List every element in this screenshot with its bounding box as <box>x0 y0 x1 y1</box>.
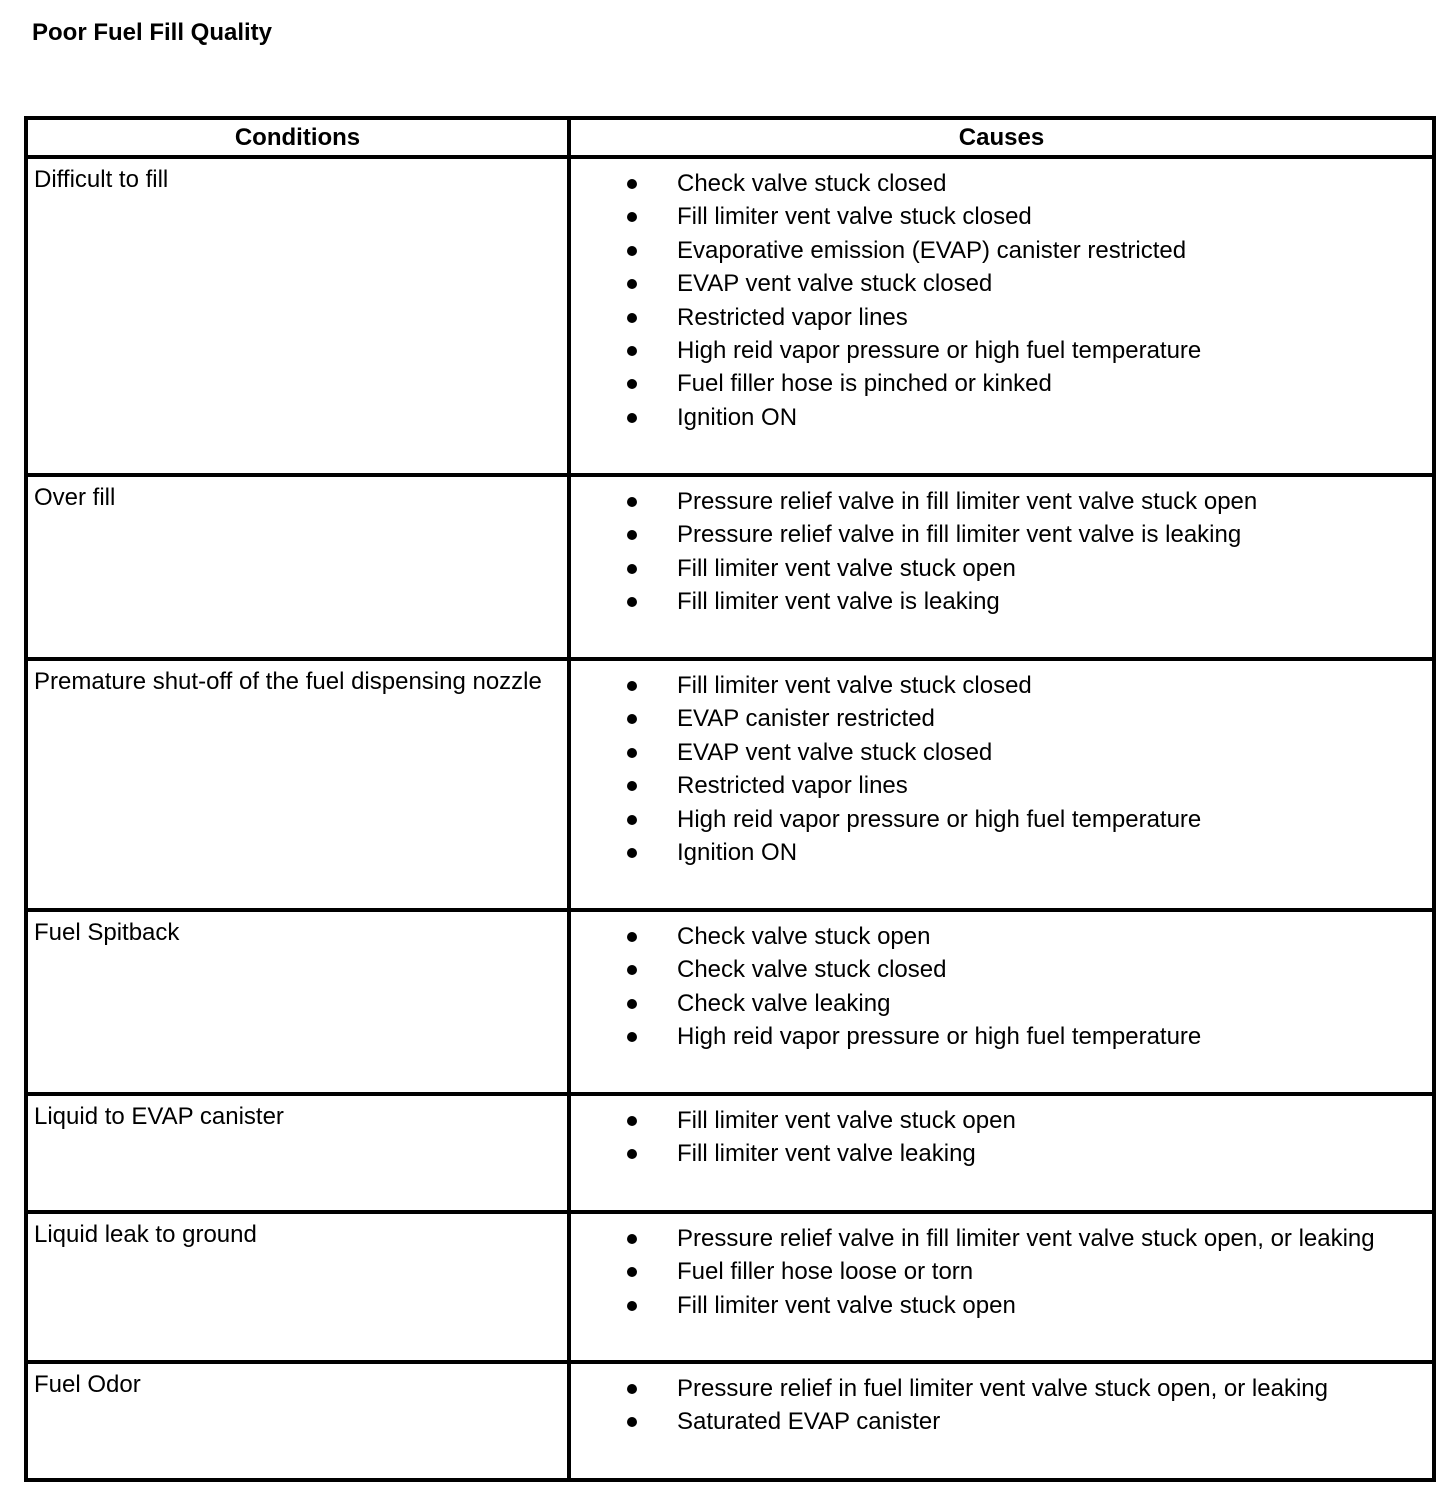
cause-item <box>571 552 1432 585</box>
cause-item <box>571 167 1432 200</box>
cause-text: High reid vapor pressure or high fuel temperature <box>677 1023 1202 1051</box>
bullet-icon <box>627 681 637 691</box>
cause-text: EVAP canister restricted <box>677 705 935 733</box>
page-title: Poor Fuel Fill Quality <box>32 19 273 46</box>
bullet-icon <box>627 564 637 574</box>
cause-text: Saturated EVAP canister <box>677 1408 941 1436</box>
condition-text: Over fill <box>34 484 116 511</box>
causes-cell <box>569 1212 1434 1362</box>
condition-cell <box>26 1094 569 1212</box>
causes-cell <box>569 475 1434 659</box>
cause-text: Pressure relief valve in fill limiter vent valve stuck open <box>677 488 1258 515</box>
bullet-icon <box>627 212 637 222</box>
condition-text: Fuel Odor <box>34 1371 141 1398</box>
cause-text: Pressure relief valve in fill limiter vent valve is leaking <box>677 521 1242 549</box>
cause-text: High reid vapor pressure or high fuel temperature <box>677 805 1202 833</box>
bullet-icon <box>627 279 637 289</box>
cause-item <box>571 1222 1432 1255</box>
cause-item <box>571 953 1432 986</box>
table-row <box>26 157 1434 475</box>
cause-item <box>571 401 1432 434</box>
cause-item <box>571 267 1432 300</box>
bullet-icon <box>627 346 637 356</box>
bullet-icon <box>627 714 637 724</box>
bullet-icon <box>627 1301 637 1311</box>
causes-cell <box>569 1362 1434 1480</box>
table-row <box>26 910 1434 1094</box>
bullet-icon <box>627 1417 637 1427</box>
bullet-icon <box>627 748 637 758</box>
bullet-icon <box>627 932 637 942</box>
cause-text: Fill limiter vent valve stuck closed <box>677 672 1032 699</box>
causes-list <box>571 1364 1432 1439</box>
bullet-icon <box>627 313 637 323</box>
diagnostic-table <box>24 116 1436 1482</box>
cause-item <box>571 367 1432 400</box>
causes-header: Causes <box>569 118 1434 157</box>
bullet-icon <box>627 497 637 507</box>
cause-text: Fill limiter vent valve is leaking <box>677 588 1000 616</box>
cause-item <box>571 920 1432 953</box>
condition-cell <box>26 1212 569 1362</box>
bullet-icon <box>627 1149 637 1159</box>
causes-cell <box>569 910 1434 1094</box>
cause-text: Fuel filler hose loose or torn <box>677 1258 974 1286</box>
table-row <box>26 659 1434 910</box>
cause-item <box>571 334 1432 367</box>
bullet-icon <box>627 1384 637 1394</box>
table-body <box>26 157 1434 1480</box>
bullet-icon <box>627 530 637 540</box>
cause-text: EVAP vent valve stuck closed <box>677 738 993 766</box>
bullet-icon <box>627 413 637 423</box>
cause-text: Pressure relief valve in fill limiter vent valve stuck open, or leaking <box>677 1225 1375 1252</box>
bullet-icon <box>627 999 637 1009</box>
cause-text: Pressure relief in fuel limiter vent valve stuck open, or leaking <box>677 1375 1328 1402</box>
bullet-icon <box>627 848 637 858</box>
cause-item <box>571 301 1432 334</box>
cause-text: Ignition ON <box>677 839 798 867</box>
bullet-icon <box>627 781 637 791</box>
cause-text: Restricted vapor lines <box>677 772 908 800</box>
cause-item <box>571 1255 1432 1288</box>
bullet-icon <box>627 597 637 607</box>
conditions-header: Conditions <box>26 118 569 157</box>
bullet-icon <box>627 1234 637 1244</box>
table-row <box>26 475 1434 659</box>
condition-text: Liquid leak to ground <box>34 1221 257 1248</box>
cause-item <box>571 234 1432 267</box>
cause-item <box>571 1372 1432 1405</box>
condition-cell <box>26 910 569 1094</box>
bullet-icon <box>627 1116 637 1126</box>
cause-text: Check valve stuck open <box>677 923 931 950</box>
cause-text: Fill limiter vent valve stuck open <box>677 1107 1016 1134</box>
cause-item <box>571 1289 1432 1322</box>
cause-text: Check valve stuck closed <box>677 956 947 984</box>
cause-text: Fuel filler hose is pinched or kinked <box>677 370 1052 398</box>
cause-text: Restricted vapor lines <box>677 303 908 331</box>
cause-text: Fill limiter vent valve leaking <box>677 1140 976 1168</box>
cause-item <box>571 769 1432 802</box>
causes-cell <box>569 659 1434 910</box>
bullet-icon <box>627 815 637 825</box>
cause-item <box>571 1104 1432 1137</box>
condition-cell <box>26 659 569 910</box>
condition-cell <box>26 157 569 475</box>
cause-text: Fill limiter vent valve stuck closed <box>677 203 1032 231</box>
causes-list <box>571 1096 1432 1171</box>
bullet-icon <box>627 965 637 975</box>
causes-list <box>571 912 1432 1054</box>
bullet-icon <box>627 1267 637 1277</box>
causes-cell <box>569 157 1434 475</box>
causes-list <box>571 1214 1432 1322</box>
cause-text: EVAP vent valve stuck closed <box>677 270 993 298</box>
cause-item <box>571 736 1432 769</box>
cause-text: High reid vapor pressure or high fuel temperature <box>677 337 1202 365</box>
cause-text: Ignition ON <box>677 403 798 431</box>
cause-item <box>571 585 1432 618</box>
table-row <box>26 1212 1434 1362</box>
cause-item <box>571 518 1432 551</box>
cause-item <box>571 836 1432 869</box>
header-row <box>26 118 1434 157</box>
causes-list <box>571 477 1432 619</box>
table-row <box>26 1362 1434 1480</box>
bullet-icon <box>627 246 637 256</box>
cause-item <box>571 669 1432 702</box>
bullet-icon <box>627 379 637 389</box>
cause-item <box>571 200 1432 233</box>
table-row <box>26 1094 1434 1212</box>
cause-text: Check valve leaking <box>677 989 891 1017</box>
causes-cell <box>569 1094 1434 1212</box>
cause-item <box>571 485 1432 518</box>
condition-text: Difficult to fill <box>34 166 169 193</box>
cause-text: Evaporative emission (EVAP) canister restricted <box>677 236 1187 264</box>
cause-item <box>571 803 1432 836</box>
cause-item <box>571 702 1432 735</box>
condition-text: Fuel Spitback <box>34 919 180 946</box>
causes-list <box>571 159 1432 434</box>
causes-list <box>571 661 1432 869</box>
cause-text: Check valve stuck closed <box>677 170 947 197</box>
cause-text: Fill limiter vent valve stuck open <box>677 554 1016 582</box>
cause-item <box>571 1020 1432 1053</box>
cause-item <box>571 1137 1432 1170</box>
bullet-icon <box>627 1032 637 1042</box>
bullet-icon <box>627 179 637 189</box>
condition-text: Premature shut-off of the fuel dispensing nozzle <box>34 668 542 695</box>
condition-text: Liquid to EVAP canister <box>34 1103 284 1130</box>
cause-item <box>571 1405 1432 1438</box>
cause-item <box>571 987 1432 1020</box>
condition-cell <box>26 1362 569 1480</box>
condition-cell <box>26 475 569 659</box>
cause-text: Fill limiter vent valve stuck open <box>677 1291 1016 1319</box>
